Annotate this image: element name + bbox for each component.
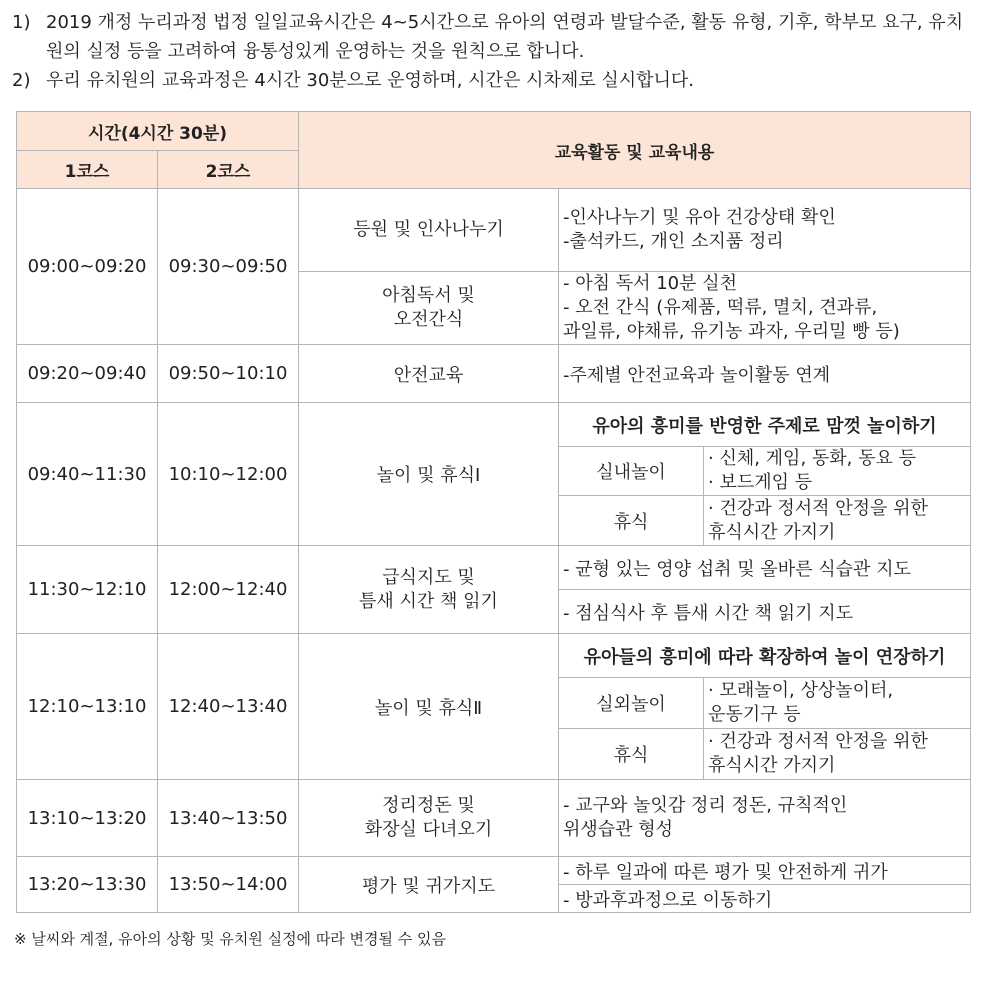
- header-time-group: 시간(4시간 30분): [17, 112, 299, 151]
- content: -인사나누기 및 유아 건강상태 확인 -출석카드, 개인 소지품 정리: [559, 189, 971, 272]
- activity: 아침독서 및 오전간식: [299, 272, 559, 345]
- sub-heading: 유아들의 흥미에 따라 확장하여 놀이 연장하기: [559, 634, 971, 678]
- sub-activity: 휴식: [559, 496, 704, 546]
- intro-item-2: [12, 66, 980, 95]
- schedule-table: [16, 111, 971, 913]
- time-course-2: 12:40~13:40: [158, 634, 299, 780]
- header-activities: 교육활동 및 교육내용: [299, 112, 971, 189]
- time-course-2: 09:30~09:50: [158, 189, 299, 345]
- time-course-1: 12:10~13:10: [17, 634, 158, 780]
- table-row: [17, 345, 971, 403]
- intro-text-2: 우리 유치원의 교육과정은 4시간 30분으로 운영하며, 시간은 시차제로 실시합니다.: [46, 70, 694, 91]
- table-row: [17, 857, 971, 885]
- time-course-1: 09:00~09:20: [17, 189, 158, 345]
- intro-text-1: 2019 개정 누리과정 법정 일일교육시간은 4~5시간으로 유아의 연령과 발달수준, 활동 유형, 기후, 학부모 요구, 유치원의 실정 등을 고려하여 융통성있게 운영하는 것을 원칙으로 합니다.: [46, 12, 964, 62]
- content: - 방과후과정으로 이동하기: [559, 885, 971, 913]
- time-course-1: 13:20~13:30: [17, 857, 158, 913]
- activity: 안전교육: [299, 345, 559, 403]
- sub-content: · 신체, 게임, 동화, 동요 등 · 보드게임 등: [704, 447, 971, 496]
- activity: 놀이 및 휴식Ⅰ: [299, 403, 559, 546]
- table-row: [17, 189, 971, 272]
- activity: 등원 및 인사나누기: [299, 189, 559, 272]
- time-course-1: 11:30~12:10: [17, 546, 158, 634]
- table-row: [17, 403, 971, 447]
- table-row: [17, 634, 971, 678]
- header-course-1: 1코스: [17, 151, 158, 189]
- intro-text: [12, 8, 980, 95]
- content: - 균형 있는 영양 섭취 및 올바른 식습관 지도: [559, 546, 971, 590]
- content: - 하루 일과에 따른 평가 및 안전하게 귀가: [559, 857, 971, 885]
- activity: 놀이 및 휴식Ⅱ: [299, 634, 559, 780]
- content: - 아침 독서 10분 실천 - 오전 간식 (유제품, 떡류, 멸치, 견과류, 과일류, 야채류, 유기농 과자, 우리밀 빵 등): [559, 272, 971, 345]
- sub-content: · 건강과 정서적 안정을 위한 휴식시간 가지기: [704, 496, 971, 546]
- sub-activity: 실외놀이: [559, 678, 704, 729]
- intro-number-1: 1): [12, 12, 31, 33]
- activity: 평가 및 귀가지도: [299, 857, 559, 913]
- activity: 정리정돈 및 화장실 다녀오기: [299, 780, 559, 857]
- sub-heading: 유아의 흥미를 반영한 주제로 맘껏 놀이하기: [559, 403, 971, 447]
- time-course-1: 09:20~09:40: [17, 345, 158, 403]
- header-row: [17, 112, 971, 151]
- table-row: [17, 546, 971, 590]
- activity: 급식지도 및 틈새 시간 책 읽기: [299, 546, 559, 634]
- footnote: ※ 날씨와 계절, 유아의 상황 및 유치원 실정에 따라 변경될 수 있음: [14, 930, 447, 948]
- content: - 점심식사 후 틈새 시간 책 읽기 지도: [559, 590, 971, 634]
- header-course-2: 2코스: [158, 151, 299, 189]
- sub-content: · 모래놀이, 상상놀이터, 운동기구 등: [704, 678, 971, 729]
- sub-activity: 휴식: [559, 729, 704, 780]
- intro-number-2: 2): [12, 70, 31, 91]
- table-row: [17, 780, 971, 857]
- intro-item-1: [12, 8, 980, 66]
- content: - 교구와 놀잇감 정리 정돈, 규칙적인 위생습관 형성: [559, 780, 971, 857]
- sub-activity: 실내놀이: [559, 447, 704, 496]
- time-course-1: 09:40~11:30: [17, 403, 158, 546]
- time-course-2: 12:00~12:40: [158, 546, 299, 634]
- time-course-2: 10:10~12:00: [158, 403, 299, 546]
- time-course-2: 13:40~13:50: [158, 780, 299, 857]
- sub-content: · 건강과 정서적 안정을 위한 휴식시간 가지기: [704, 729, 971, 780]
- time-course-1: 13:10~13:20: [17, 780, 158, 857]
- time-course-2: 09:50~10:10: [158, 345, 299, 403]
- time-course-2: 13:50~14:00: [158, 857, 299, 913]
- content: -주제별 안전교육과 놀이활동 연계: [559, 345, 971, 403]
